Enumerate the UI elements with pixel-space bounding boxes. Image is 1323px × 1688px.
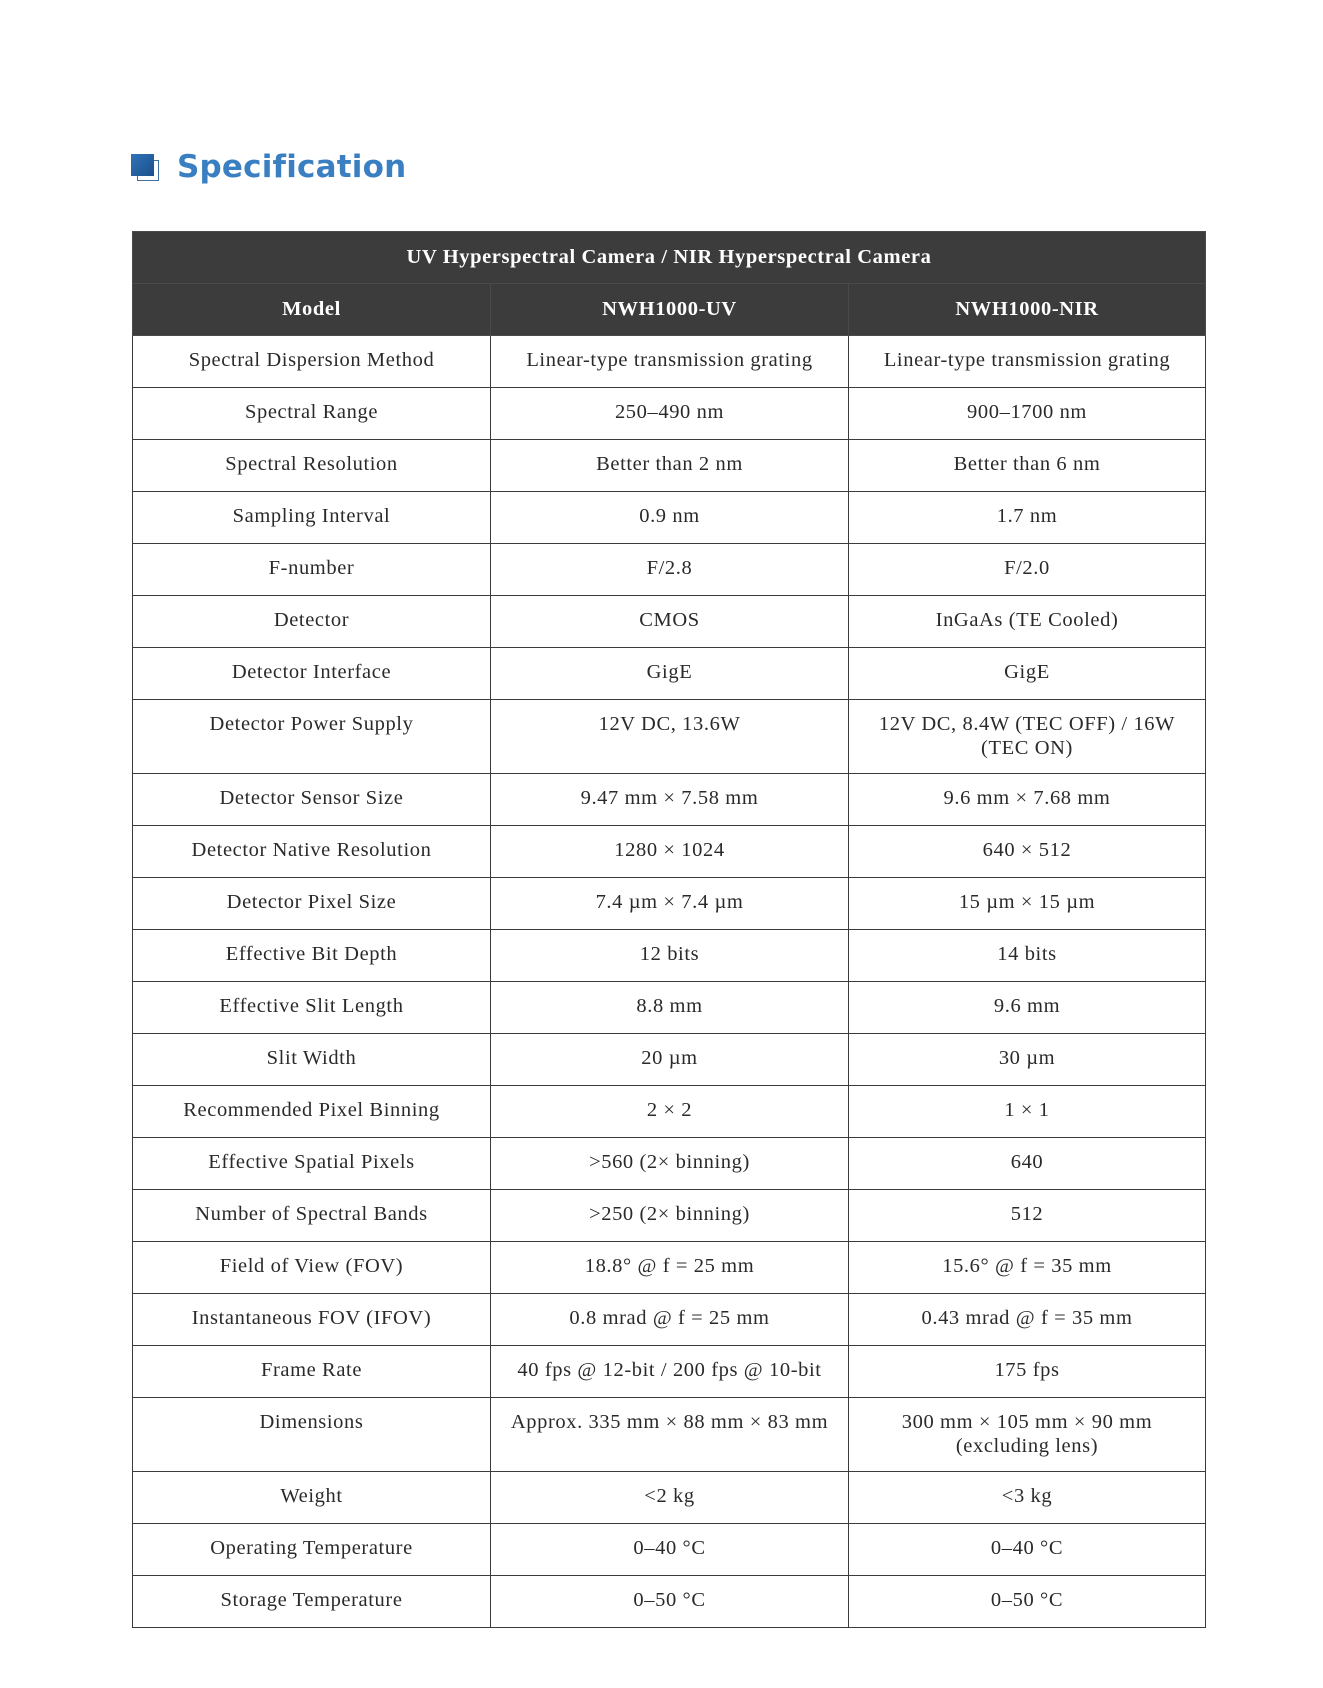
table-row [133, 774, 1206, 826]
uv-value-cell: >250 (2× binning) [491, 1190, 849, 1242]
spec-label-cell: Number of Spectral Bands [133, 1190, 491, 1242]
table-row [133, 388, 1206, 440]
uv-value-cell: Better than 2 nm [491, 440, 849, 492]
spec-label-cell: Recommended Pixel Binning [133, 1086, 491, 1138]
spec-label-cell: Detector Native Resolution [133, 826, 491, 878]
uv-value-cell: 0–40 °C [491, 1524, 849, 1576]
spec-label-cell: Detector [133, 596, 491, 648]
uv-value-cell: Approx. 335 mm × 88 mm × 83 mm [491, 1398, 849, 1472]
spec-label-cell: Detector Pixel Size [133, 878, 491, 930]
spec-label-cell: Spectral Range [133, 388, 491, 440]
spec-label-cell: Detector Interface [133, 648, 491, 700]
nir-value-cell: 640 × 512 [849, 826, 1206, 878]
nir-value-cell: 12V DC, 8.4W (TEC OFF) / 16W (TEC ON) [849, 700, 1206, 774]
uv-value-cell: Linear-type transmission grating [491, 336, 849, 388]
spec-label-cell: Frame Rate [133, 1346, 491, 1398]
uv-value-cell: 20 µm [491, 1034, 849, 1086]
table-header-row [133, 284, 1206, 336]
table-row [133, 826, 1206, 878]
spec-label-cell: Storage Temperature [133, 1576, 491, 1628]
uv-value-cell: 18.8° @ f = 25 mm [491, 1242, 849, 1294]
spec-label-cell: Detector Power Supply [133, 700, 491, 774]
table-row [133, 930, 1206, 982]
uv-value-cell: F/2.8 [491, 544, 849, 596]
nir-value-cell: Better than 6 nm [849, 440, 1206, 492]
nir-value-cell: F/2.0 [849, 544, 1206, 596]
table-row [133, 336, 1206, 388]
column-header-nir: NWH1000-NIR [849, 284, 1206, 336]
nir-value-cell: 1 × 1 [849, 1086, 1206, 1138]
spec-label-cell: Effective Slit Length [133, 982, 491, 1034]
table-row [133, 982, 1206, 1034]
nir-value-cell: GigE [849, 648, 1206, 700]
spec-label-cell: Instantaneous FOV (IFOV) [133, 1294, 491, 1346]
nir-value-cell: 1.7 nm [849, 492, 1206, 544]
uv-value-cell: 40 fps @ 12-bit / 200 fps @ 10-bit [491, 1346, 849, 1398]
table-row [133, 492, 1206, 544]
table-row [133, 1294, 1206, 1346]
uv-value-cell: 12 bits [491, 930, 849, 982]
spec-label-cell: Effective Spatial Pixels [133, 1138, 491, 1190]
nir-value-cell: 15.6° @ f = 35 mm [849, 1242, 1206, 1294]
spec-label-cell: Slit Width [133, 1034, 491, 1086]
uv-value-cell: 9.47 mm × 7.58 mm [491, 774, 849, 826]
spec-label-cell: Spectral Resolution [133, 440, 491, 492]
uv-value-cell: >560 (2× binning) [491, 1138, 849, 1190]
table-row [133, 1576, 1206, 1628]
uv-value-cell: CMOS [491, 596, 849, 648]
spec-label-cell: Operating Temperature [133, 1524, 491, 1576]
table-row [133, 440, 1206, 492]
table-row [133, 1398, 1206, 1472]
table-row [133, 1346, 1206, 1398]
uv-value-cell: <2 kg [491, 1472, 849, 1524]
nir-value-cell: <3 kg [849, 1472, 1206, 1524]
spec-label-cell: Spectral Dispersion Method [133, 336, 491, 388]
table-body [133, 336, 1206, 1628]
section-heading [131, 149, 407, 185]
nir-value-cell: 0–40 °C [849, 1524, 1206, 1576]
spec-label-cell: Field of View (FOV) [133, 1242, 491, 1294]
table-title: UV Hyperspectral Camera / NIR Hyperspectral Camera [133, 232, 1206, 284]
nir-value-cell: 512 [849, 1190, 1206, 1242]
table-row [133, 1524, 1206, 1576]
nir-value-cell: Linear-type transmission grating [849, 336, 1206, 388]
spec-label-cell: Detector Sensor Size [133, 774, 491, 826]
spec-label-cell: Weight [133, 1472, 491, 1524]
spec-table [132, 231, 1206, 1628]
uv-value-cell: 0.9 nm [491, 492, 849, 544]
uv-value-cell: 7.4 µm × 7.4 µm [491, 878, 849, 930]
spec-label-cell: Sampling Interval [133, 492, 491, 544]
nir-value-cell: 14 bits [849, 930, 1206, 982]
table-row [133, 700, 1206, 774]
spec-label-cell: Effective Bit Depth [133, 930, 491, 982]
square-bullet-icon [131, 154, 161, 182]
uv-value-cell: 12V DC, 13.6W [491, 700, 849, 774]
nir-value-cell: 0–50 °C [849, 1576, 1206, 1628]
column-header-uv: NWH1000-UV [491, 284, 849, 336]
table-row [133, 596, 1206, 648]
table-row [133, 1034, 1206, 1086]
table-row [133, 1086, 1206, 1138]
table-row [133, 1472, 1206, 1524]
table-row [133, 1242, 1206, 1294]
uv-value-cell: 2 × 2 [491, 1086, 849, 1138]
uv-value-cell: 1280 × 1024 [491, 826, 849, 878]
nir-value-cell: InGaAs (TE Cooled) [849, 596, 1206, 648]
nir-value-cell: 9.6 mm [849, 982, 1206, 1034]
section-title: Specification [177, 149, 407, 185]
uv-value-cell: GigE [491, 648, 849, 700]
column-header-model: Model [133, 284, 491, 336]
spec-label-cell: Dimensions [133, 1398, 491, 1472]
table-row [133, 1138, 1206, 1190]
spec-label-cell: F-number [133, 544, 491, 596]
nir-value-cell: 15 µm × 15 µm [849, 878, 1206, 930]
uv-value-cell: 0.8 mrad @ f = 25 mm [491, 1294, 849, 1346]
table-row [133, 648, 1206, 700]
nir-value-cell: 9.6 mm × 7.68 mm [849, 774, 1206, 826]
table-row [133, 1190, 1206, 1242]
nir-value-cell: 30 µm [849, 1034, 1206, 1086]
nir-value-cell: 175 fps [849, 1346, 1206, 1398]
table-row [133, 878, 1206, 930]
nir-value-cell: 640 [849, 1138, 1206, 1190]
nir-value-cell: 900–1700 nm [849, 388, 1206, 440]
nir-value-cell: 300 mm × 105 mm × 90 mm (excluding lens) [849, 1398, 1206, 1472]
table-row [133, 544, 1206, 596]
uv-value-cell: 8.8 mm [491, 982, 849, 1034]
uv-value-cell: 250–490 nm [491, 388, 849, 440]
nir-value-cell: 0.43 mrad @ f = 35 mm [849, 1294, 1206, 1346]
uv-value-cell: 0–50 °C [491, 1576, 849, 1628]
